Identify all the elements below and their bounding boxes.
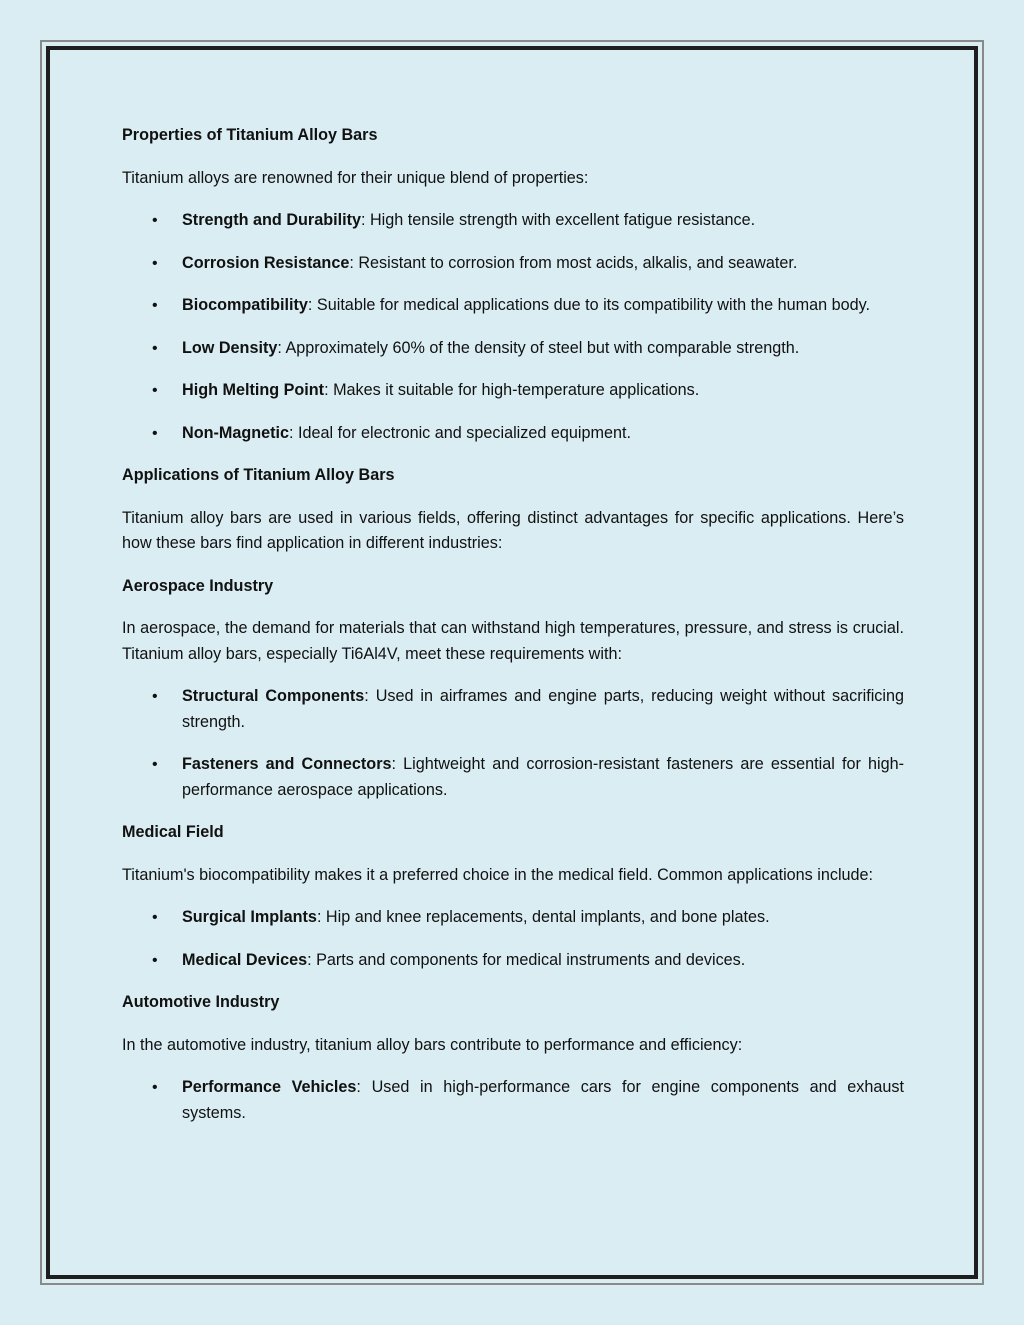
list-item xyxy=(122,208,904,234)
bullet-icon: • xyxy=(152,909,158,926)
section-heading-aerospace: Aerospace Industry xyxy=(122,576,274,595)
bullet-icon: • xyxy=(152,297,158,314)
list-item-term: Medical Devices xyxy=(182,950,308,969)
paragraph-properties-intro: Titanium alloys are renowned for their unique blend of properties: xyxy=(122,168,589,187)
bullet-icon: • xyxy=(152,951,158,969)
list-medical xyxy=(122,905,904,973)
page-frame xyxy=(40,40,984,1285)
list-item-text: : Approximately 60% of the density of steel but with comparable strength. xyxy=(277,338,800,357)
list-item xyxy=(122,752,904,803)
paragraph-aerospace-intro: In aerospace, the demand for materials that can withstand high temperatures, pressure, and stress is crucial. Titanium alloy bars, especially Ti6Al4V, meet these requirements with: xyxy=(122,619,904,663)
list-properties xyxy=(122,208,904,446)
list-item-text: : Used in high-performance cars for engine components and exhaust systems. xyxy=(182,1078,905,1122)
list-item xyxy=(122,1075,904,1126)
bullet-icon: • xyxy=(152,688,158,705)
list-item-term: Structural Components xyxy=(182,687,365,705)
list-item-term: Strength and Durability xyxy=(182,211,361,229)
section-heading-applications: Applications of Titanium Alloy Bars xyxy=(122,466,395,484)
document-body xyxy=(122,123,904,1143)
page-border xyxy=(46,46,978,1279)
bullet-icon: • xyxy=(152,1079,158,1096)
bullet-icon: • xyxy=(152,756,158,773)
list-item-text: : Resistant to corrosion from most acids, alkalis, and seawater. xyxy=(349,253,798,272)
list-item xyxy=(122,378,904,404)
list-item-text: : Suitable for medical applications due to its compatibility with the human body. xyxy=(307,296,870,314)
bullet-icon: • xyxy=(152,424,158,442)
bullet-icon: • xyxy=(152,339,158,357)
list-item-text: : Makes it suitable for high-temperature applications. xyxy=(324,381,700,399)
list-item-term: Corrosion Resistance xyxy=(182,253,350,272)
bullet-icon: • xyxy=(152,382,158,399)
list-item-term: Surgical Implants xyxy=(182,908,317,926)
paragraph-applications-intro: Titanium alloy bars are used in various fields, offering distinct advantages for specific applications. Here’s how these bars find application in different industries: xyxy=(122,508,904,552)
list-item xyxy=(122,684,904,735)
list-item-term: Fasteners and Connectors xyxy=(182,755,392,773)
list-item xyxy=(122,905,904,931)
list-item-text: : Lightweight and corrosion-resistant fasteners are essential for high-performance aerospace applications. xyxy=(182,755,904,799)
list-item-text: : High tensile strength with excellent fatigue resistance. xyxy=(360,211,756,229)
section-heading-medical: Medical Field xyxy=(122,823,224,841)
list-item-term: Low Density xyxy=(182,338,278,357)
list-item-term: High Melting Point xyxy=(182,381,325,399)
list-item xyxy=(122,948,904,974)
section-heading-automotive: Automotive Industry xyxy=(122,993,280,1011)
paragraph-automotive-intro: In the automotive industry, titanium alloy bars contribute to performance and efficiency: xyxy=(122,1035,743,1054)
list-item-text: : Ideal for electronic and specialized equipment. xyxy=(289,423,631,442)
section-heading-properties: Properties of Titanium Alloy Bars xyxy=(122,126,378,144)
list-item-text: : Hip and knee replacements, dental implants, and bone plates. xyxy=(316,908,770,926)
bullet-icon: • xyxy=(152,254,158,272)
list-automotive xyxy=(122,1075,904,1126)
list-item xyxy=(122,251,904,277)
list-aerospace xyxy=(122,684,904,803)
list-item-text: : Used in airframes and engine parts, reducing weight without sacrificing strength. xyxy=(182,687,904,731)
paragraph-medical-intro: Titanium's biocompatibility makes it a preferred choice in the medical field. Common applications include: xyxy=(122,865,874,884)
bullet-icon: • xyxy=(152,212,158,229)
list-item xyxy=(122,293,904,319)
list-item-text: : Parts and components for medical instruments and devices. xyxy=(307,950,746,969)
list-item xyxy=(122,336,904,362)
list-item xyxy=(122,421,904,447)
list-item-term: Non-Magnetic xyxy=(182,423,290,442)
list-item-term: Performance Vehicles xyxy=(182,1078,357,1096)
list-item-term: Biocompatibility xyxy=(182,296,308,314)
